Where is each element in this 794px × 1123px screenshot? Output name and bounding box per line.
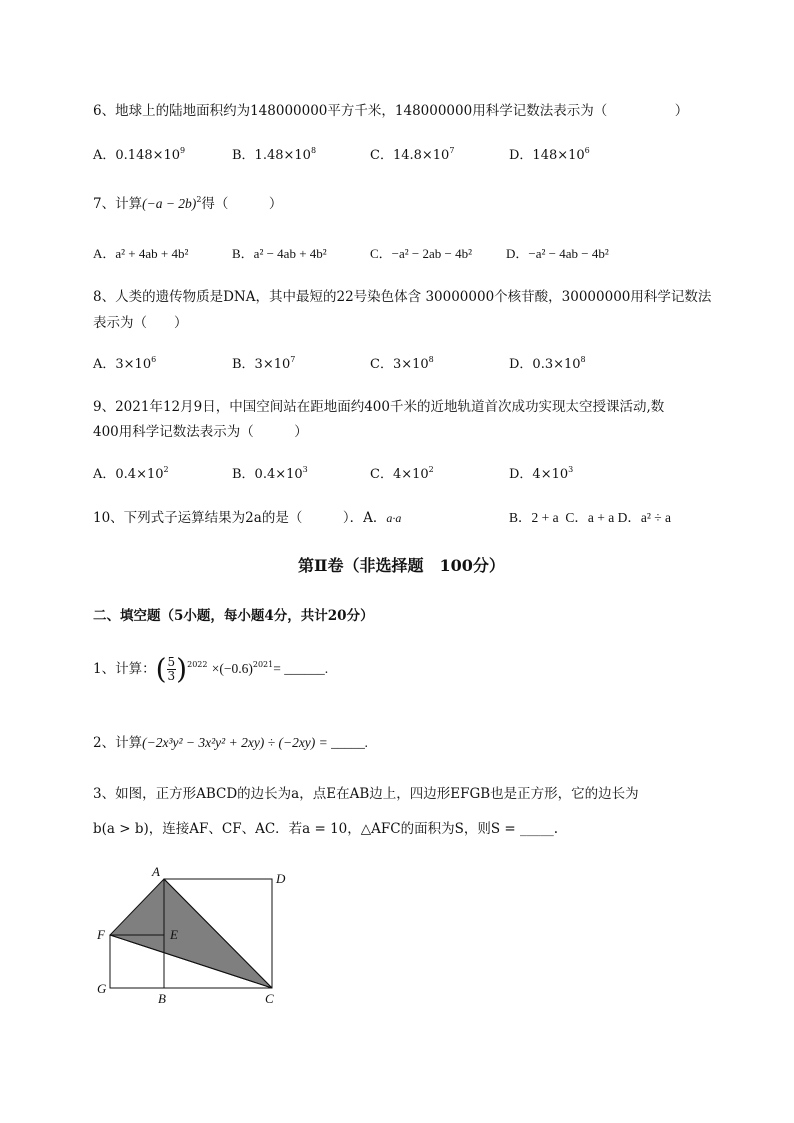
square-figure (90, 862, 300, 1008)
question-9-line2: 400用科学记数法表示为（ ） (93, 424, 308, 440)
question-10-text: 10、下列式子运算结果为2a的是（ ）．A．a·a (93, 510, 402, 526)
question-9-line1: 9、2021年12月9日，中国空间站在距地面约400千米的近地轨道首次成功实现太空授课活动,数 (93, 399, 665, 415)
label-d: D (276, 871, 286, 886)
fill-question-3-line2: b(a > b)，连接AF、CF、AC．若a = 10，△AFC的面积为S，则S = _____. (93, 821, 559, 837)
q7-option-c: C．−a² − 2ab − 4b² (370, 246, 473, 261)
q6-option-a: A．$0.148\times 10^9$ (93, 146, 186, 163)
q7-option-b: B．a² − 4ab + 4b² (232, 246, 327, 261)
section-2-subtitle: 二、填空题（5小题，每小题4分，共计20分） (93, 608, 374, 624)
q6-option-d: D．$148\times 10^6$ (509, 146, 590, 163)
q9-option-a: A．$0.4\times 10^2$ (93, 465, 169, 482)
label-c: C (265, 991, 274, 1006)
label-f: F (97, 927, 105, 942)
q8-option-c: C．$3\times 10^8$ (370, 355, 434, 372)
question-8-line1: 8、人类的遗传物质是DNA，其中最短的22号染色体含 30000000个核苷酸，30000000用科学记数法 (93, 289, 712, 305)
q6-option-c: C．$14.8\times 10^7$ (370, 146, 455, 163)
fill-question-2: 2、计算(−2x³y² − 3x²y² + 2xy) ÷ (−2xy) = _____. (93, 735, 369, 751)
q8-option-d: D．$0.3\times 10^8$ (509, 355, 586, 372)
label-a: A (152, 864, 160, 879)
q9-option-c: C．$4\times 10^2$ (370, 465, 434, 482)
q7-option-d: D．−a² − 4ab − 4b² (506, 246, 609, 261)
label-e: E (170, 927, 178, 942)
label-b: B (158, 991, 166, 1006)
question-6-text: 6、地球上的陆地面积约为148000000平方千米，148000000用科学记数法表示为（ ） (93, 103, 689, 119)
question-10-options-bcd: B．2 + a C．a + a D．a² ÷ a (509, 510, 672, 525)
fill-question-1: 1、计算：( $\frac{5}{3}$ )$^{2022} \times(-0.6)^{2021}=$ ______. (93, 652, 329, 686)
section-2-title: 第Ⅱ卷（非选择题 100分） (298, 556, 505, 575)
q8-option-a: A．$3\times 10^6$ (93, 355, 157, 372)
q8-option-b: B．$3\times 10^7$ (232, 355, 296, 372)
q7-option-a: A．a² + 4ab + 4b² (93, 246, 189, 261)
q9-option-d: D．$4\times 10^3$ (509, 465, 574, 482)
triangle-afc (110, 879, 272, 988)
question-8-line2: 表示为（ ） (93, 315, 188, 331)
q6-option-b: B．$1.48\times 10^8$ (232, 146, 317, 163)
fill-question-3-line1: 3、如图，正方形ABCD的边长为a，点E在AB边上，四边形EFGB也是正方形，它的边长为 (93, 786, 639, 802)
q9-option-b: B．$0.4\times 10^3$ (232, 465, 308, 482)
question-7-text: 7、计算$(-a - 2b)^2$得（ ） (93, 195, 283, 212)
label-g: G (97, 981, 107, 996)
